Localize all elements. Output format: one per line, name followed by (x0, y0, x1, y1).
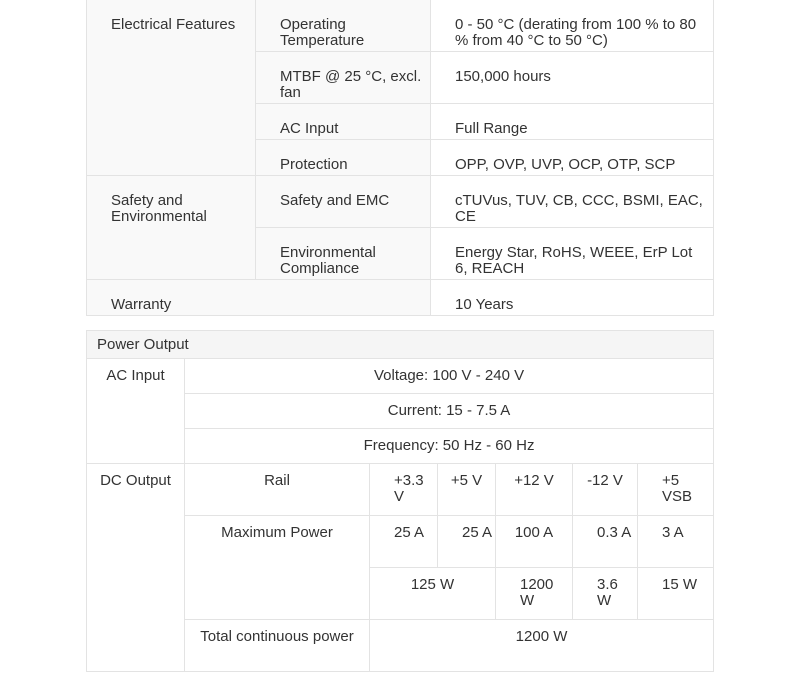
spec-value-mtbf: 150,000 hours (431, 52, 714, 104)
current-5v: 25 A (438, 516, 496, 568)
current-12v: 100 A (496, 516, 573, 568)
total-power-value: 1200 W (370, 620, 714, 672)
spec-value-operating-temperature: 0 - 50 °C (derating from 100 % to 80 % from 40 °C to 50 °C) (431, 0, 714, 52)
rail-label: Rail (185, 464, 370, 516)
total-power-label: Total continuous power (185, 620, 370, 672)
current-5vsb: 3 A (638, 516, 714, 568)
max-power-label: Maximum Power (185, 516, 370, 620)
spec-value-warranty: 10 Years (431, 280, 714, 316)
group-electrical-features: Electrical Features (87, 0, 256, 176)
specifications-table (86, 0, 714, 316)
ac-current: Current: 15 - 7.5 A (185, 394, 714, 429)
watts-3v3-5v-combined: 125 W (370, 568, 496, 620)
spec-value-safety-emc: cTUVus, TUV, CB, CCC, BSMI, EAC, CE (431, 176, 714, 228)
watts-12v: 1200 W (496, 568, 573, 620)
spec-label-warranty: Warranty (87, 280, 431, 316)
power-output-title: Power Output (87, 331, 714, 359)
spec-label-mtbf: MTBF @ 25 °C, excl. fan (256, 52, 431, 104)
spec-label-ac-input: AC Input (256, 104, 431, 140)
watts-5vsb: 15 W (638, 568, 714, 620)
spec-label-safety-emc: Safety and EMC (256, 176, 431, 228)
rail-neg12v: -12 V (573, 464, 638, 516)
rail-3v3: +3.3 V (370, 464, 438, 516)
spec-label-protection: Protection (256, 140, 431, 176)
spec-label-operating-temperature: Operating Temperature (256, 0, 431, 52)
spec-value-protection: OPP, OVP, UVP, OCP, OTP, SCP (431, 140, 714, 176)
spec-value-ac-input: Full Range (431, 104, 714, 140)
spec-label-environmental-compliance: Environmental Compliance (256, 228, 431, 280)
rail-5v: +5 V (438, 464, 496, 516)
ac-frequency: Frequency: 50 Hz - 60 Hz (185, 429, 714, 464)
rail-12v: +12 V (496, 464, 573, 516)
ac-voltage: Voltage: 100 V - 240 V (185, 359, 714, 394)
power-output-table (86, 330, 714, 672)
group-safety-environmental: Safety and Environmental (87, 176, 256, 280)
current-neg12v: 0.3 A (573, 516, 638, 568)
dc-output-label: DC Output (87, 464, 185, 672)
watts-neg12v: 3.6 W (573, 568, 638, 620)
spec-value-environmental-compliance: Energy Star, RoHS, WEEE, ErP Lot 6, REACH (431, 228, 714, 280)
rail-5vsb: +5 VSB (638, 464, 714, 516)
current-3v3: 25 A (370, 516, 438, 568)
ac-input-label: AC Input (87, 359, 185, 464)
